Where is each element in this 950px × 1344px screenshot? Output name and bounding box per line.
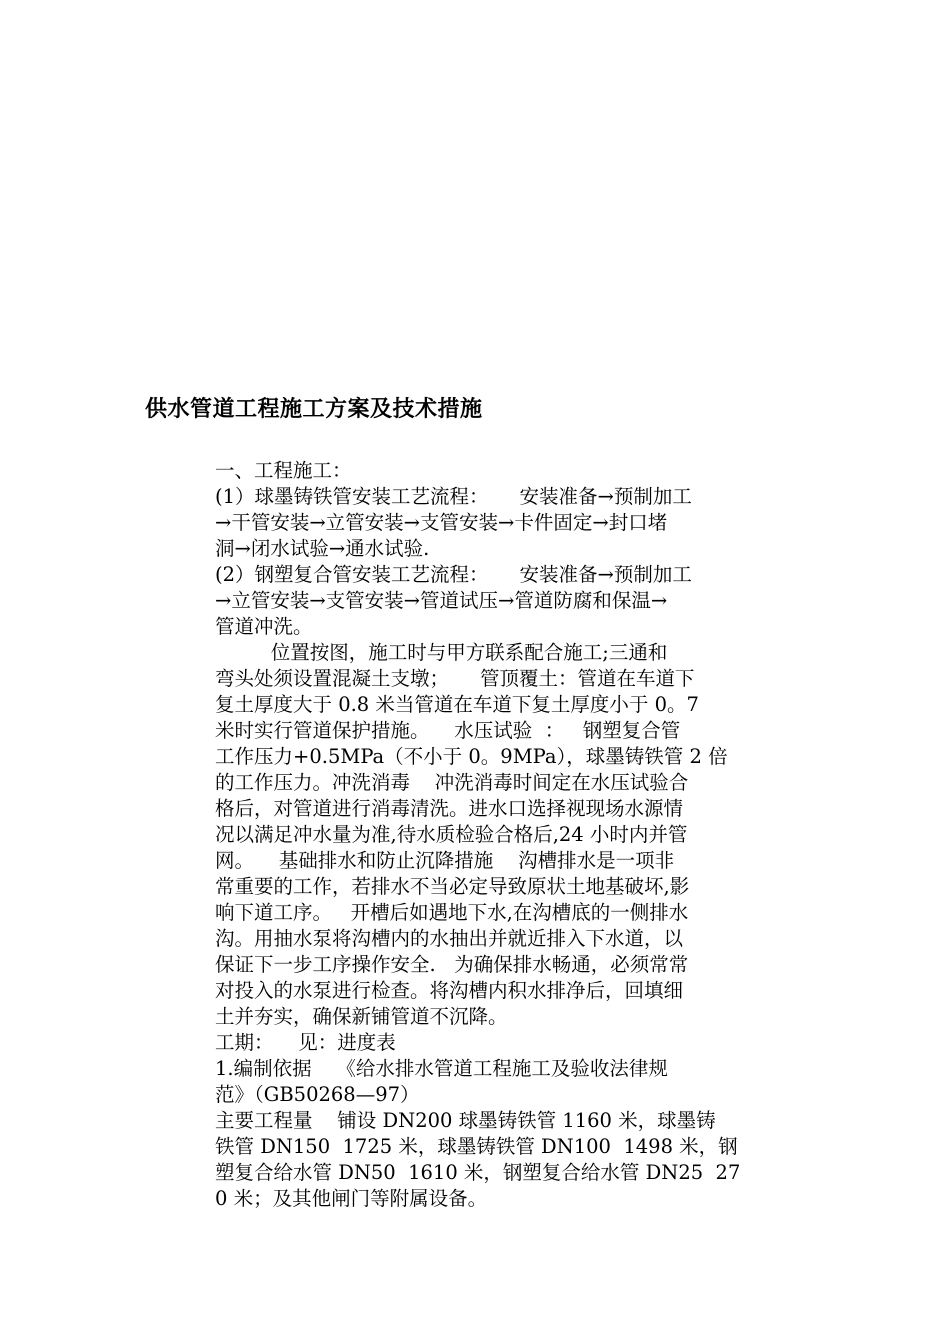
text-line-23: 工期： 见：进度表 <box>215 1031 396 1054</box>
text-line-16: 网。 基础排水和防止沉降措施 沟槽排水是一项非 <box>215 849 675 872</box>
text-line-28: 塑复合给水管 DN50 1610 米，钢塑复合给水管 DN25 27 <box>215 1161 741 1184</box>
document-title: 供水管道工程施工方案及技术措施 <box>145 397 483 422</box>
text-line-03: →干管安装→立管安装→支管安装→卡件固定→封口堵 <box>215 511 668 534</box>
text-line-05: (2）钢塑复合管安装工艺流程： 安装准备→预制加工 <box>215 563 692 586</box>
document-body <box>215 458 805 1212</box>
text-line-15: 况以满足冲水量为准,待水质检验合格后,24 小时内并管 <box>215 823 688 846</box>
text-line-07: 管道冲洗。 <box>215 615 313 638</box>
text-line-08: 位置按图，施工时与甲方联系配合施工;三通和 <box>215 641 668 664</box>
text-line-17: 常重要的工作，若排水不当必定导致原状土地基破坏,影 <box>215 875 690 898</box>
text-line-25: 范》（GB50268—97） <box>215 1083 420 1106</box>
text-line-14: 格后，对管道进行消毒清洗。进水口选择视现场水源情 <box>215 797 684 820</box>
text-line-18: 响下道工序。 开槽后如遇地下水,在沟槽底的一侧排水 <box>215 901 689 924</box>
text-line-11: 米时实行管道保护措施。 水压试验 ： 钢塑复合管 <box>215 719 681 742</box>
text-line-19: 沟。用抽水泵将沟槽内的水抽出并就近排入下水道，以 <box>215 927 684 950</box>
text-line-02: (1）球墨铸铁管安装工艺流程： 安装准备→预制加工 <box>215 485 692 508</box>
text-line-10: 复土厚度大于 0.8 米当管道在车道下复土厚度小于 0。7 <box>215 693 699 716</box>
text-line-24: 1.编制依据 《给水排水管道工程施工及验收法律规 <box>215 1057 668 1080</box>
text-line-12: 工作压力+0.5MPa（不小于 0。9MPa），球墨铸铁管 2 倍 <box>215 745 728 768</box>
text-line-22: 土并夯实，确保新铺管道不沉降。 <box>215 1005 508 1028</box>
text-line-13: 的工作压力。冲洗消毒 冲洗消毒时间定在水压试验合 <box>215 771 689 794</box>
text-line-27: 铁管 DN150 1725 米，球墨铸铁管 DN100 1498 米，钢 <box>215 1135 738 1158</box>
text-line-21: 对投入的水泵进行检查。将沟槽内积水排净后，回填细 <box>215 979 684 1002</box>
text-line-06: →立管安装→支管安装→管道试压→管道防腐和保温→ <box>215 589 668 612</box>
text-line-29: 0 米；及其他闸门等附属设备。 <box>215 1187 488 1210</box>
text-line-26: 主要工程量 铺设 DN200 球墨铸铁管 1160 米，球墨铸 <box>215 1109 716 1132</box>
text-line-01: 一、工程施工： <box>215 459 352 482</box>
text-line-09: 弯头处须设置混凝土支墩； 管顶覆土：管道在车道下 <box>215 667 695 690</box>
text-line-20: 保证下一步工序操作安全. 为确保排水畅通，必须常常 <box>215 953 689 976</box>
text-line-04: 洞→闭水试验→通水试验. <box>215 537 430 560</box>
